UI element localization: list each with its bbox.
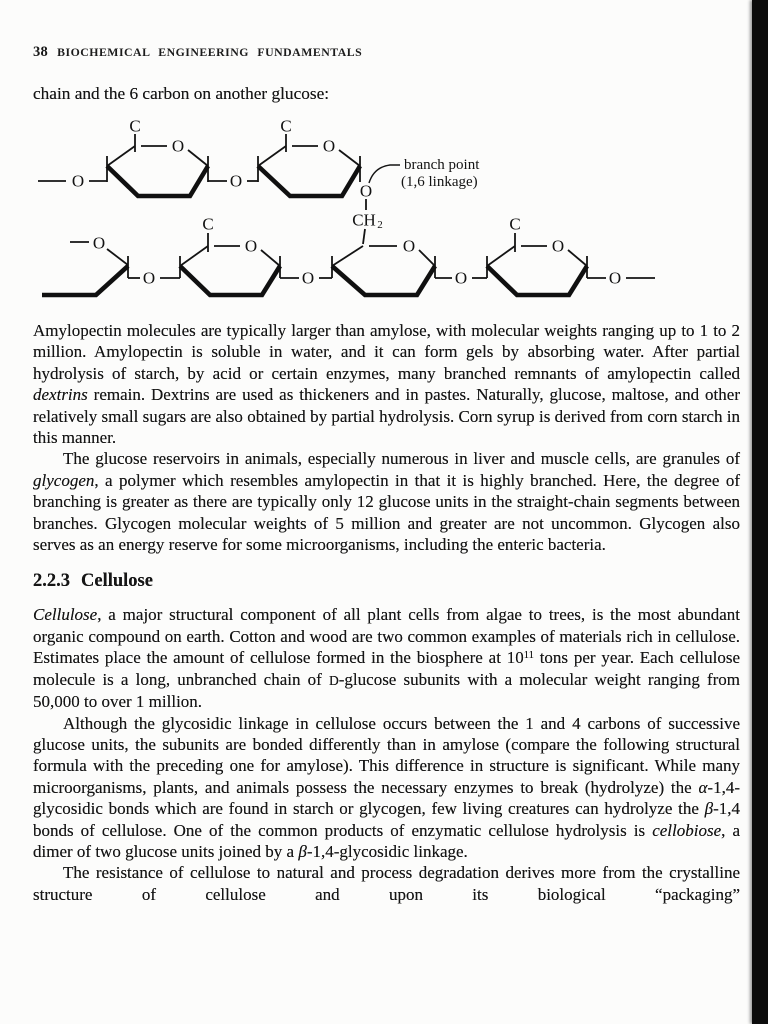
glycosidic-linkage-row2-b <box>280 269 332 288</box>
partial-ring-left <box>42 256 128 295</box>
atom-c-label: C <box>280 116 292 136</box>
ring-oxygen-label: O <box>244 236 258 256</box>
glucose-ring-3 <box>180 215 280 296</box>
body-text <box>33 320 740 905</box>
paragraph-amylopectin: Amylopectin molecules are typically larger than amylose, with molecular weights ranging up to 1 to 2 million. Amylopectin is soluble in water, and it can form gels by absorbing water. After partial hydrolysis of starch, by acid or certain enzymes, many branched remnants of amylopectin called dextrins remain. Dextrins are used as thickeners and in pastes. Naturally, glucose, maltose, and other relatively small sugars are also obtained by partial hydrolysis. Corn syrup is derived from corn starch in this manner. <box>33 321 740 448</box>
glucose-ring-4-branch <box>332 237 435 296</box>
glycosidic-linkage-row2-a <box>128 269 180 288</box>
scan-edge-artifact <box>752 0 768 1024</box>
row1-lead-oxygen-linkage <box>38 172 107 191</box>
row2-end-oxygen-linkage <box>587 269 655 288</box>
branch-point-label: branch point <box>404 157 480 173</box>
glucose-ring-1 <box>107 117 208 197</box>
paragraph-resistance: The resistance of cellulose to natural and process degradation derives more from the crystalline structure of cellulose and upon its biological “packaging” <box>33 863 740 904</box>
paragraph-glycosidic-linkage: Although the glycosidic linkage in cellulose occurs between the 1 and 4 carbons of successive glucose units, the subunits are bonded differently than in amylose (compare the following structural formula with the preceding one for amylose). This difference in structure is significant. While many microorganisms, plants, and animals possess the necessary enzymes to break (hydrolyze) the α-1,4-glycosidic bonds which are found in starch or glycogen, few living creatures can hydrolyze the β-1,4 bonds of cellulose. One of the common products of enzymatic cellulose hydrolysis is cellobiose, a dimer of two glucose units joined by a β-1,4-glycosidic linkage. <box>33 713 741 861</box>
atom-o-label: O <box>608 268 622 288</box>
ring-oxygen-label: O <box>171 136 185 156</box>
glycosidic-linkage-row2-c <box>435 269 487 288</box>
ch2-label: CH <box>352 210 376 230</box>
branch-linkage-label: (1,6 linkage) <box>401 174 478 190</box>
ch2-subscript: 2 <box>377 219 383 231</box>
glucose-ring-5 <box>487 215 587 296</box>
ring-oxygen-label: O <box>402 236 416 256</box>
atom-c-label: C <box>509 214 521 234</box>
atom-o-label: O <box>142 268 156 288</box>
section-heading <box>33 570 740 592</box>
structure-diagram <box>30 109 740 309</box>
intro-line: chain and the 6 carbon on another glucose: <box>33 84 330 103</box>
glycosidic-linkage-row1 <box>208 172 258 191</box>
ring-oxygen-label: O <box>551 236 565 256</box>
atom-o-label: O <box>92 233 106 253</box>
paragraph-glycogen: The glucose reservoirs in animals, especially numerous in liver and muscle cells, are granules of glycogen, a polymer which resembles amylopectin in that it is highly branched. Here, the degree of branching is greater as there are typically only 12 glucose units in the straight-chain segments between branches. Glycogen molecular weights of 5 million and greater are not uncommon. Glycogen also serves as an energy reserve for some microorganisms, including the enteric bacteria. <box>33 449 740 555</box>
atom-o-label: O <box>71 171 85 191</box>
paragraph-cellulose-intro: Cellulose, a major structural component of all plant cells from algae to trees, is the most abundant organic compound on earth. Cotton and wood are two common examples of materials rich in cellulose. Estimates place the amount of cellulose formed in the biosphere at $10^{11}$ tons per year. Each cellulose molecule is a long, unbranched chain of D-glucose subunits with a molecular weight ranging from 50,000 to over 1 million. <box>33 605 741 712</box>
section-title: Cellulose <box>81 571 153 592</box>
atom-c-label: C <box>129 116 141 136</box>
atom-o-label: O <box>229 171 243 191</box>
atom-o-label: O <box>454 268 468 288</box>
atom-c-label: C <box>202 214 214 234</box>
section-number: 2.2.3 <box>33 571 70 592</box>
atom-o-label: O <box>301 268 315 288</box>
branch-point-group <box>352 157 480 244</box>
running-title: BIOCHEMICAL ENGINEERING FUNDAMENTALS <box>57 45 363 59</box>
branch-oxygen-label: O <box>359 181 373 201</box>
amylopectin-structure-figure <box>30 109 740 314</box>
ring-oxygen-label: O <box>322 136 336 156</box>
row2-lead-oxygen-linkage <box>70 234 128 266</box>
page-number: 38 <box>33 44 49 60</box>
glucose-ring-2 <box>258 117 360 197</box>
running-header <box>33 44 740 59</box>
